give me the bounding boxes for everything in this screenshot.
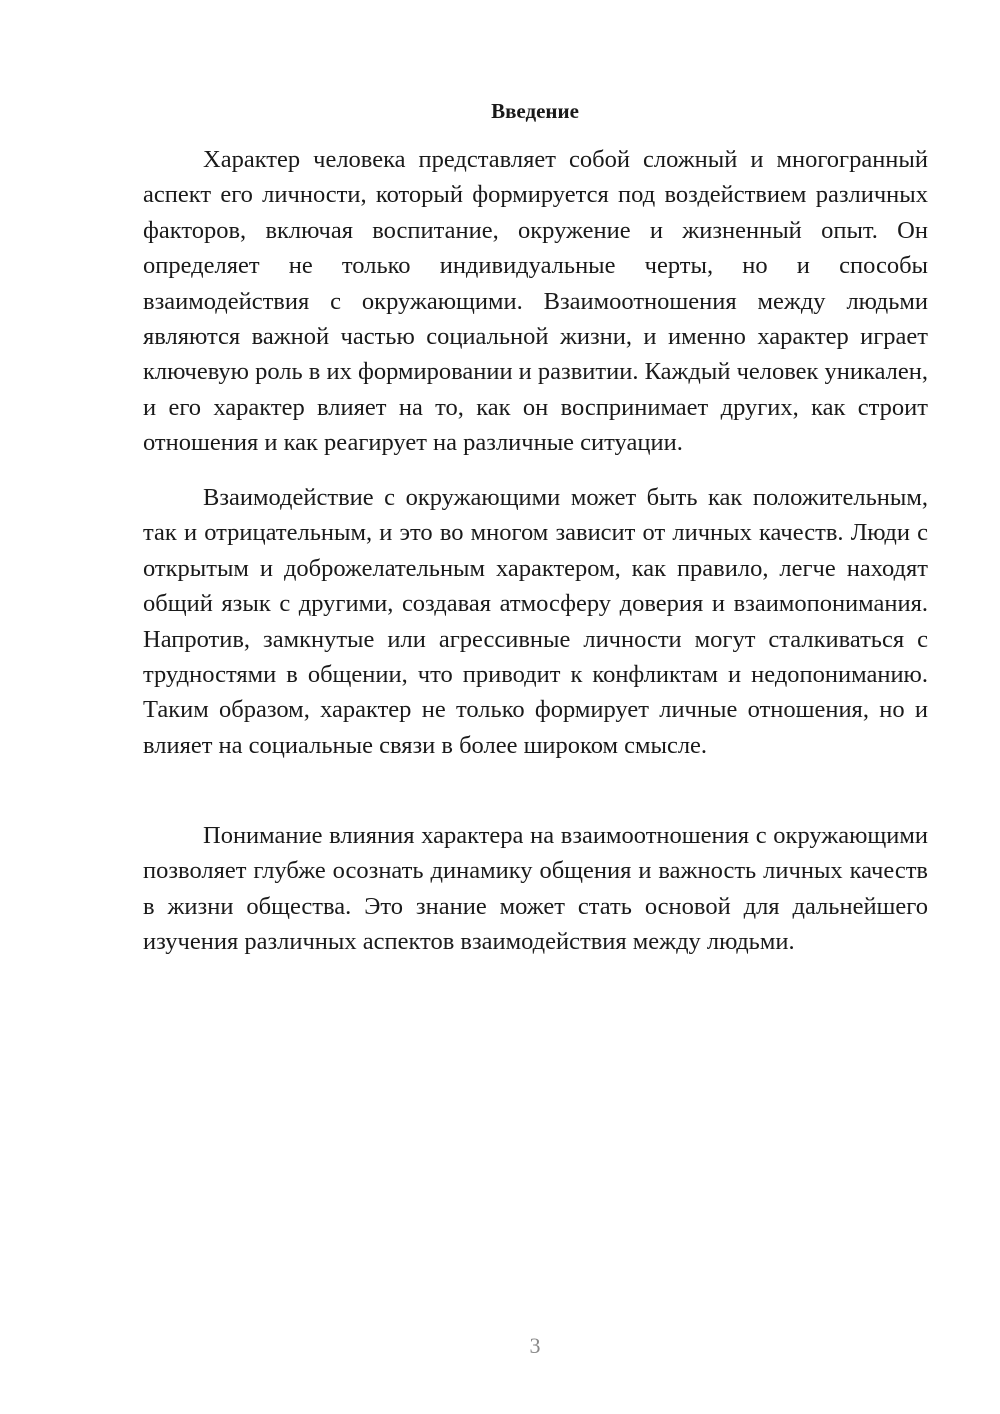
- page-number: 3: [529, 1333, 541, 1358]
- paragraph-3: Понимание влияния характера на взаимоотношения с окружающими позволяет глубже осознать динамику общения и важность личных качеств в жизни общества. Это знание может стать основой для дальнейшего изучения различных аспектов взаимодействия между людьми.: [143, 822, 928, 956]
- paragraph-1: Характер человека представляет собой сложный и многогранный аспект его личности, который формируется под воздействием различных факторов, включая воспитание, окружение и жизненный опыт. Он определяет не только индивидуальные черты, но и способы взаимодействия с окружающими. Взаимоотношения между людьми являются важной частью социальной жизни, и именно характер играет ключевую роль в их формировании и развитии. Каждый человек уникален, и его характер влияет на то, как он воспринимает других, как строит отношения и как реагирует на различные ситуации.: [143, 146, 928, 457]
- section-heading: Введение: [491, 99, 579, 123]
- paragraph-2: Взаимодействие с окружающими может быть как положительным, так и отрицательным, и это во многом зависит от личных качеств. Люди с открытым и доброжелательным характером, как правило, легче находят общий язык с другими, создавая атмосферу доверия и взаимопонимания. Напротив, замкнутые или агрессивные личности могут сталкиваться с трудностями в общении, что приводит к конфликтам и недопониманию. Таким образом, характер не только формирует личные отношения, но и влияет на социальные связи в более широком смысле.: [143, 484, 928, 759]
